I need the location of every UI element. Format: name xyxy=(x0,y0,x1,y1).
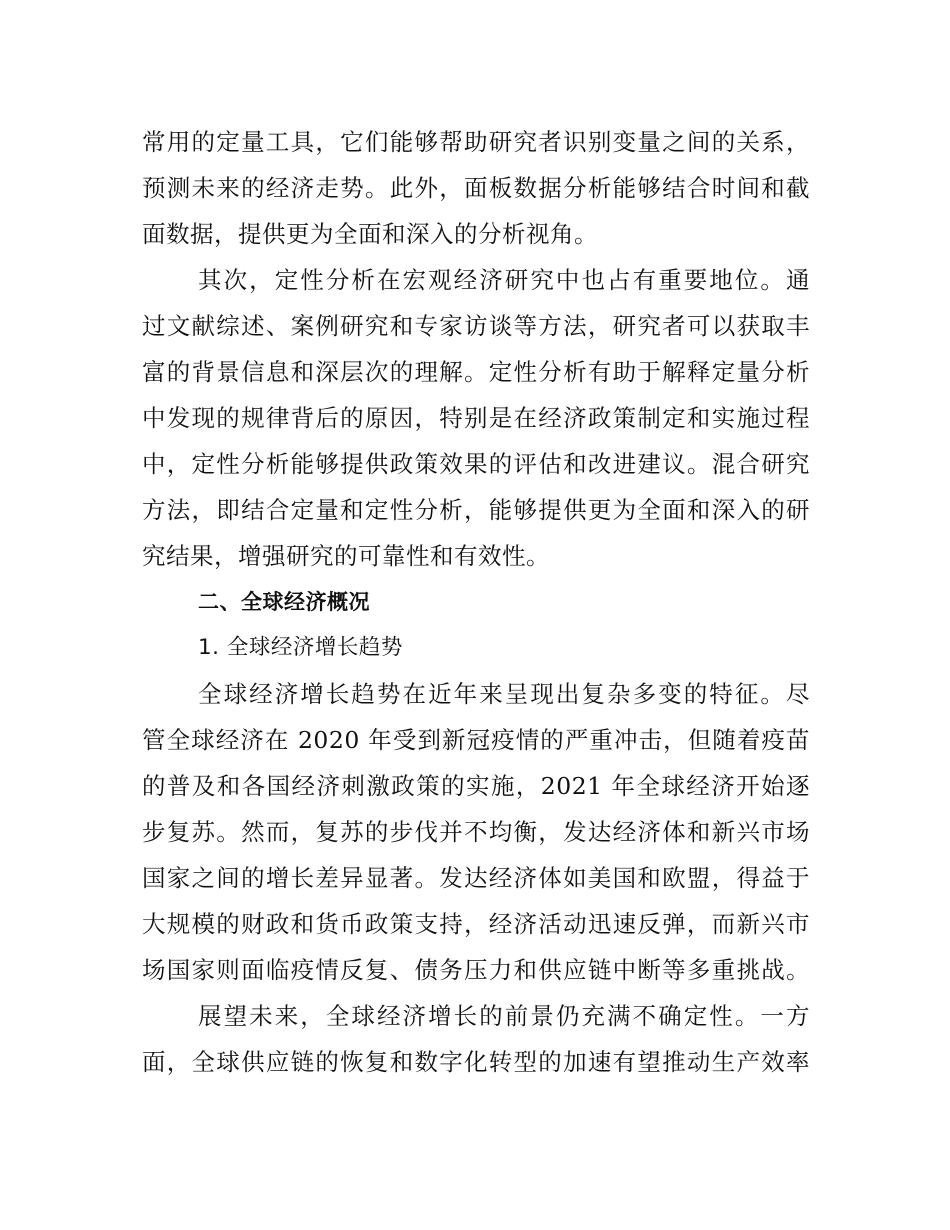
text-line: 面数据，提供更为全面和深入的分析视角。 xyxy=(142,220,598,248)
text-line: 场国家则面临疫情反复、债务压力和供应链中断等多重挑战。 xyxy=(142,956,810,984)
text-line: 面，全球供应链的恢复和数字化转型的加速有望推动生产效率 xyxy=(142,1048,810,1076)
text-line: 中，定性分析能够提供政策效果的评估和改进建议。混合研究 xyxy=(142,450,810,478)
paragraph-2 xyxy=(142,257,810,579)
text-line: 展望未来，全球经济增长的前景仍充满不确定性。一方 xyxy=(198,1002,810,1030)
text-line: 全球经济增长趋势在近年来呈现出复杂多变的特征。尽 xyxy=(198,680,810,708)
text-line: 其次，定性分析在宏观经济研究中也占有重要地位。通 xyxy=(198,266,810,294)
text-line: 中发现的规律背后的原因，特别是在经济政策制定和实施过程 xyxy=(142,404,810,432)
text-line: 过文献综述、案例研究和专家访谈等方法，研究者可以获取丰 xyxy=(142,312,810,340)
document-body xyxy=(142,119,810,1085)
paragraph-4 xyxy=(142,993,810,1085)
text-line: 国家之间的增长差异显著。发达经济体如美国和欧盟，得益于 xyxy=(142,864,810,892)
subsection-heading: 1. 全球经济增长趋势 xyxy=(198,635,403,660)
text-line: 常用的定量工具，它们能够帮助研究者识别变量之间的关系， xyxy=(142,128,810,156)
text-line: 步复苏。然而，复苏的步伐并不均衡，发达经济体和新兴市场 xyxy=(142,818,810,846)
text-line: 方法，即结合定量和定性分析，能够提供更为全面和深入的研 xyxy=(142,496,810,524)
text-line: 究结果，增强研究的可靠性和有效性。 xyxy=(142,542,550,570)
text-line: 富的背景信息和深层次的理解。定性分析有助于解释定量分析 xyxy=(142,358,810,386)
text-line: 大规模的财政和货币政策支持，经济活动迅速反弹，而新兴市 xyxy=(142,910,810,938)
paragraph-1 xyxy=(142,119,810,257)
paragraph-3 xyxy=(142,671,810,993)
text-line: 预测未来的经济走势。此外，面板数据分析能够结合时间和截 xyxy=(142,174,810,202)
text-line: 管全球经济在 2020 年受到新冠疫情的严重冲击，但随着疫苗 xyxy=(142,726,810,754)
section-heading: 二、全球经济概况 xyxy=(198,590,370,614)
text-line: 的普及和各国经济刺激政策的实施，2021 年全球经济开始逐 xyxy=(142,772,810,800)
